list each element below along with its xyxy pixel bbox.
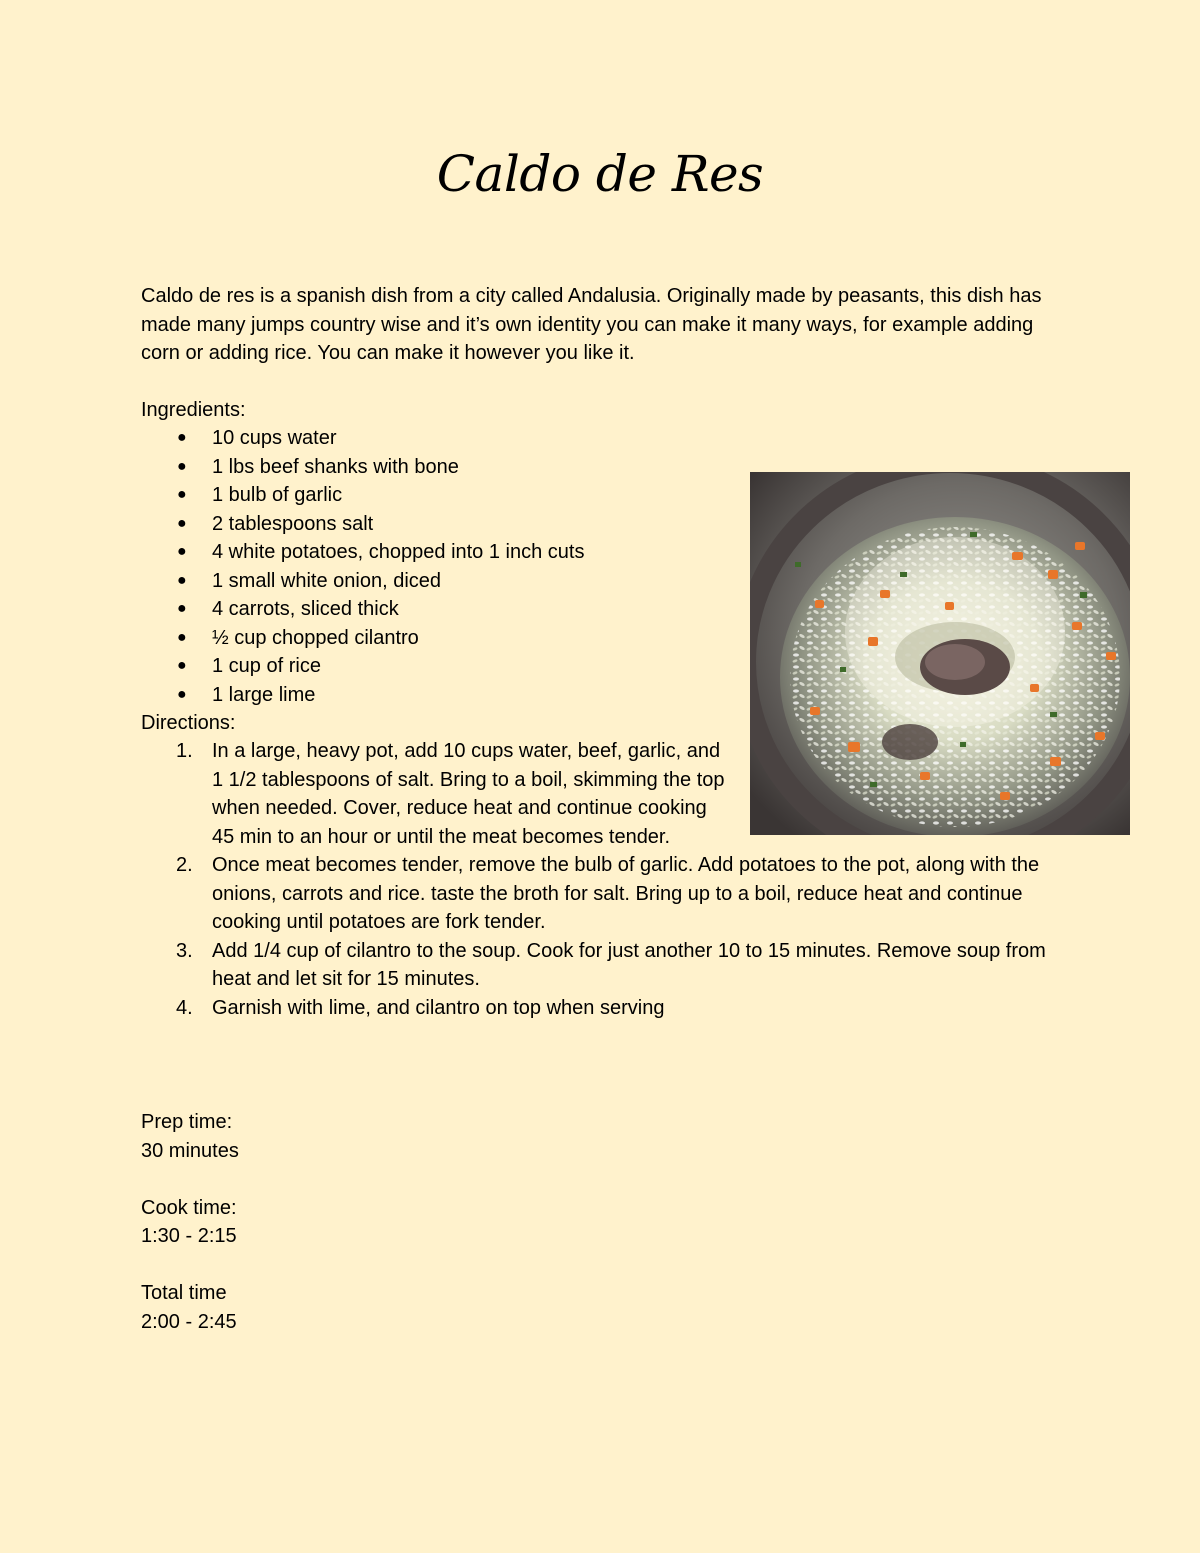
ingredients-list — [141, 424, 584, 709]
prep-time-value: 30 minutes — [141, 1140, 239, 1162]
ingredient-text: 4 white potatoes, chopped into 1 inch cuts — [212, 541, 585, 563]
bullet-icon: ● — [177, 429, 187, 446]
step-text: Add 1/4 cup of cilantro to the soup. Cook for just another 10 to 15 minutes. Remove soup from heat and let sit for 15 minutes. — [212, 939, 1046, 990]
bullet-icon: ● — [177, 600, 187, 617]
total-time-value: 2:00 - 2:45 — [141, 1311, 237, 1333]
total-time-label: Total time — [141, 1282, 227, 1304]
bullet-icon: ● — [177, 571, 187, 589]
ingredient-item — [141, 595, 584, 624]
direction-step — [141, 994, 1052, 1023]
bullet-icon: ● — [177, 486, 187, 503]
bullet-icon: ● — [177, 685, 187, 703]
ingredient-item — [141, 481, 584, 510]
prep-time-label: Prep time: — [141, 1111, 233, 1133]
ingredient-item — [141, 453, 584, 482]
soup-photo — [750, 472, 1130, 835]
step-number: 3. — [176, 939, 193, 962]
step-text: Once meat becomes tender, remove the bulb of garlic. Add potatoes to the pot, along with the onions, carrots and rice. taste the broth for salt. Bring up to a boil, reduce heat and continue cooking until potatoes are fork tender. — [212, 854, 1040, 933]
bullet-icon: ● — [177, 657, 187, 674]
intro-paragraph: Caldo de res is a spanish dish from a city called Andalusia. Originally made by peasants, this dish has made many jumps country wise and it’s own identity you can make it many ways, for example adding corn or adding rice. You can make it however you like it. — [141, 285, 1042, 364]
bullet-icon: ● — [177, 628, 187, 646]
bullet-icon: ● — [177, 457, 187, 475]
ingredient-text: 1 lbs beef shanks with bone — [212, 455, 459, 478]
bullet-icon: ● — [177, 543, 187, 560]
ingredient-text: 1 cup of rice — [212, 655, 321, 677]
step-text: Garnish with lime, and cilantro on top when serving — [212, 996, 665, 1019]
direction-step — [141, 851, 1052, 937]
ingredient-item — [141, 538, 584, 567]
cook-time-label: Cook time: — [141, 1197, 237, 1219]
ingredient-text: ½ cup chopped cilantro — [212, 626, 419, 649]
ingredient-text: 1 bulb of garlic — [212, 484, 343, 506]
cook-time-value: 1:30 - 2:15 — [141, 1225, 237, 1247]
ingredient-text: 4 carrots, sliced thick — [212, 598, 399, 620]
ingredient-item — [141, 681, 584, 710]
ingredients-heading: Ingredients: — [141, 399, 246, 421]
step-number: 2. — [176, 854, 193, 876]
step-number: 1. — [176, 740, 193, 762]
ingredient-item — [141, 510, 584, 539]
direction-step — [141, 737, 732, 851]
direction-step — [141, 937, 1052, 994]
ingredient-text: 1 small white onion, diced — [212, 569, 442, 592]
recipe-title: Caldo de Res — [436, 145, 764, 203]
ingredient-text: 2 tablespoons salt — [212, 512, 374, 535]
ingredient-item — [141, 567, 584, 596]
ingredient-item — [141, 424, 584, 453]
ingredient-text: 10 cups water — [212, 427, 337, 449]
ingredient-item — [141, 652, 584, 681]
ingredient-text: 1 large lime — [212, 683, 316, 706]
ingredient-item — [141, 624, 584, 653]
step-text: In a large, heavy pot, add 10 cups water, beef, garlic, and 1 1/2 tablespoons of salt. Bring to a boil, skimming the top when needed. Cover, reduce heat and continue cooking 45 min to an hour or until the meat becomes tender. — [212, 740, 725, 848]
bullet-icon: ● — [177, 514, 187, 532]
directions-heading: Directions: — [141, 712, 236, 734]
step-number: 4. — [176, 996, 193, 1019]
